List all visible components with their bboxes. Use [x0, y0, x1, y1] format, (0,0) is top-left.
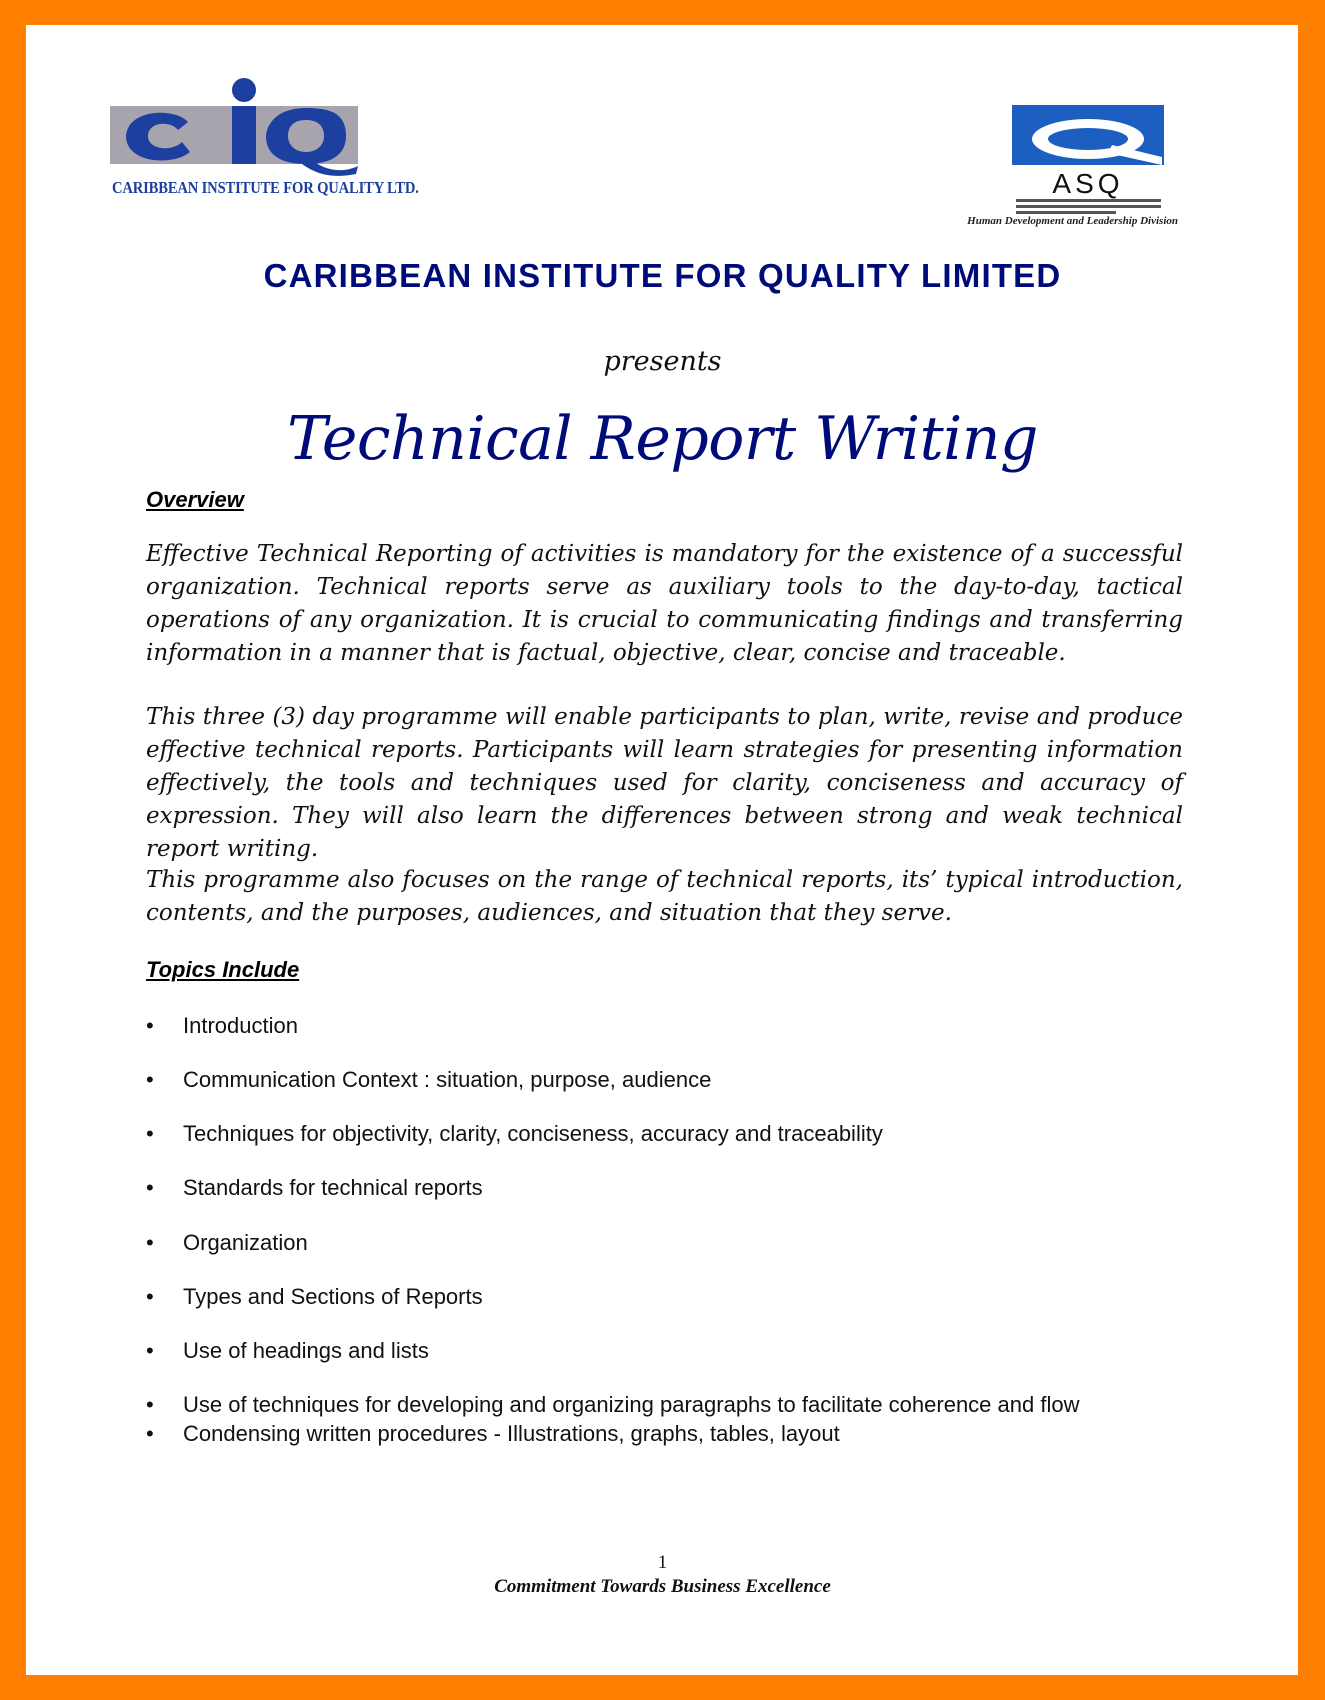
bullet-icon: • — [146, 1338, 154, 1363]
topic-text: Introduction — [183, 1013, 298, 1038]
bullet-icon: • — [146, 1067, 154, 1092]
topic-text: Use of techniques for developing and organizing paragraphs to facilitate coherence and flow — [183, 1392, 1080, 1417]
bullet-icon: • — [146, 1392, 154, 1417]
presents-text: presents — [603, 346, 722, 377]
overview-paragraph-1: Effective Technical Reporting of activities is mandatory for the existence of a successful organization. Technical reports serve as auxiliary tools to the day-to-day, tactical operations of any organization. It is crucial to communicating findings and transferring information in a manner that is factual, objective, clear, concise and traceable. — [146, 541, 1183, 666]
topic-text: Types and Sections of Reports — [183, 1284, 483, 1309]
course-title: Technical Report Writing — [287, 404, 1038, 474]
bullet-icon: • — [146, 1284, 154, 1309]
ciq-logo-icon — [110, 78, 372, 178]
topic-text: Use of headings and lists — [183, 1338, 429, 1363]
asq-caption: Human Development and Leadership Division — [967, 215, 1178, 227]
bullet-icon: • — [146, 1121, 154, 1146]
ciq-logo-caption: CARIBBEAN INSTITUTE FOR QUALITY LTD. — [112, 178, 419, 197]
overview-paragraph-3: This programme also focuses on the range of technical reports, its’ typical introduction, contents, and the purposes, audiences, and situation that they serve. — [146, 867, 1183, 926]
bullet-icon: • — [146, 1013, 154, 1038]
ciq-logo — [110, 78, 419, 206]
topic-text: Organization — [183, 1230, 308, 1255]
topic-text: Condensing written procedures - Illustrations, graphs, tables, layout — [183, 1421, 840, 1446]
bullet-icon: • — [146, 1421, 154, 1446]
overview-heading: Overview — [146, 487, 244, 512]
bullet-icon: • — [146, 1230, 154, 1255]
bullet-icon: • — [146, 1175, 154, 1200]
organization-title: CARIBBEAN INSTITUTE FOR QUALITY LIMITED — [263, 257, 1062, 294]
overview-paragraph-2: This three (3) day programme will enable participants to plan, write, revise and produce effective technical reports. Participants will learn strategies for presenting information effectively, the tools and techniques used for clarity, conciseness and accuracy of expression. They will also learn the differences between strong and weak technical report writing. — [146, 704, 1183, 862]
asq-logo-text: ASQ — [1052, 168, 1124, 199]
topic-text: Standards for technical reports — [183, 1175, 483, 1200]
topics-heading: Topics Include — [146, 957, 300, 982]
page-number: 1 — [657, 1552, 668, 1573]
asq-logo-icon — [1012, 105, 1167, 215]
footer-tagline: Commitment Towards Business Excellence — [494, 1576, 831, 1597]
topic-text: Communication Context : situation, purpose, audience — [183, 1067, 712, 1092]
asq-logo — [1012, 105, 1167, 215]
topic-text: Techniques for objectivity, clarity, conciseness, accuracy and traceability — [183, 1121, 883, 1146]
